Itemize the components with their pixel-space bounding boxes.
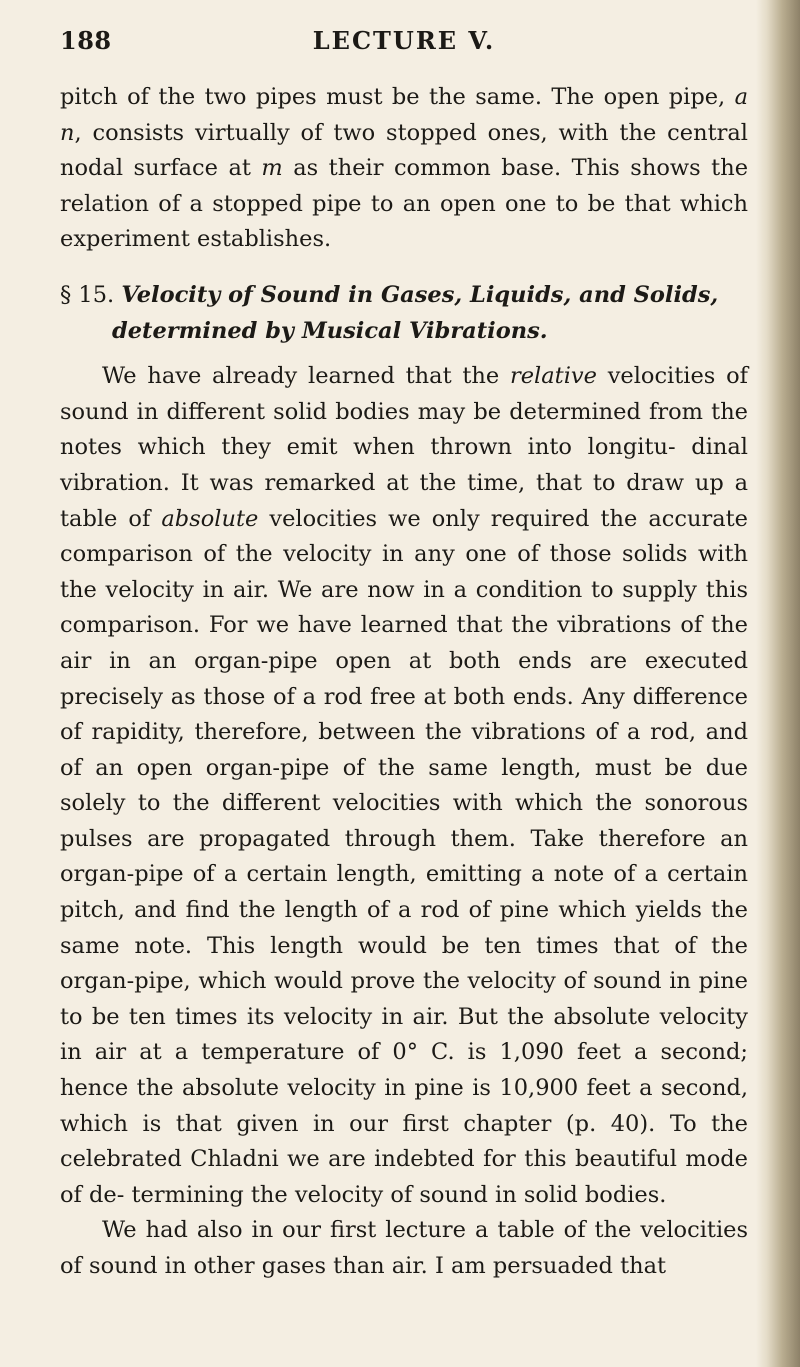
italic-run: m	[261, 155, 283, 182]
page-number: 188	[60, 26, 112, 55]
italic-run: a n	[60, 84, 748, 146]
section-number: § 15.	[60, 281, 115, 308]
italic-run: relative	[509, 363, 597, 390]
italic-run: absolute	[161, 505, 259, 532]
text-run: We have already learned that the	[102, 363, 500, 390]
text-run: pitch of the two pipes must be the same. The open pipe,	[60, 84, 726, 110]
page-header	[60, 20, 748, 60]
page-body	[60, 80, 748, 1285]
section-heading	[60, 278, 748, 349]
paragraph: We had also in our first lecture a table of the velocities of sound in other gases than air. I am persuaded that	[60, 1217, 748, 1279]
paragraph	[60, 359, 748, 1213]
text-run: velocities of sound in different solid bodies may be determined from the notes which they emit when thrown into longitu- dinal vibration. It was remarked at the time, that to draw up a table of	[60, 363, 748, 532]
paragraph-continued	[60, 80, 748, 258]
text-run: as their common base. This shows the relation of a stopped pipe to an open one to be that which experiment establishes.	[60, 155, 749, 253]
running-head: LECTURE V.	[312, 26, 496, 55]
section-title: Velocity of Sound in Gases, Liquids, and Solids, determined by Musical Vibrations.	[112, 281, 719, 344]
text-run: velocities we only required the accurate comparison of the velocity in any one of those solids with the velocity in air. We are now in a condition to supply this comparison. For we have learned that the vibrations of the air in an organ-pipe open at both ends are executed precisely as those of a rod free at both ends. Any difference of rapidity, therefore, between the vibrations of a rod, and of an open organ-pipe of the same length, must be due solely to the different velocities with which the sonorous pulses are propagated through them. Take therefore an organ-pipe of a certain length, emitting a note of a certain pitch, and find the length of a rod of pine which yields the same note. This length would be ten times that of the organ-pipe, which would prove the velocity of sound in pine to be ten times its velocity in air. But the absolute velocity in air at a temperature of 0° C. is 1,090 feet a second; hence the absolute velocity in pine is 10,900 feet a second, which is that given in our first chapter (p. 40). To the celebrated Chladni we are indebted for this beautiful mode of de- termining the velocity of sound in solid bodies.	[60, 505, 748, 1208]
text-run: , consists virtually of two stopped ones, with the central nodal surface at	[60, 119, 748, 182]
page-edge-shadow	[756, 0, 800, 1367]
